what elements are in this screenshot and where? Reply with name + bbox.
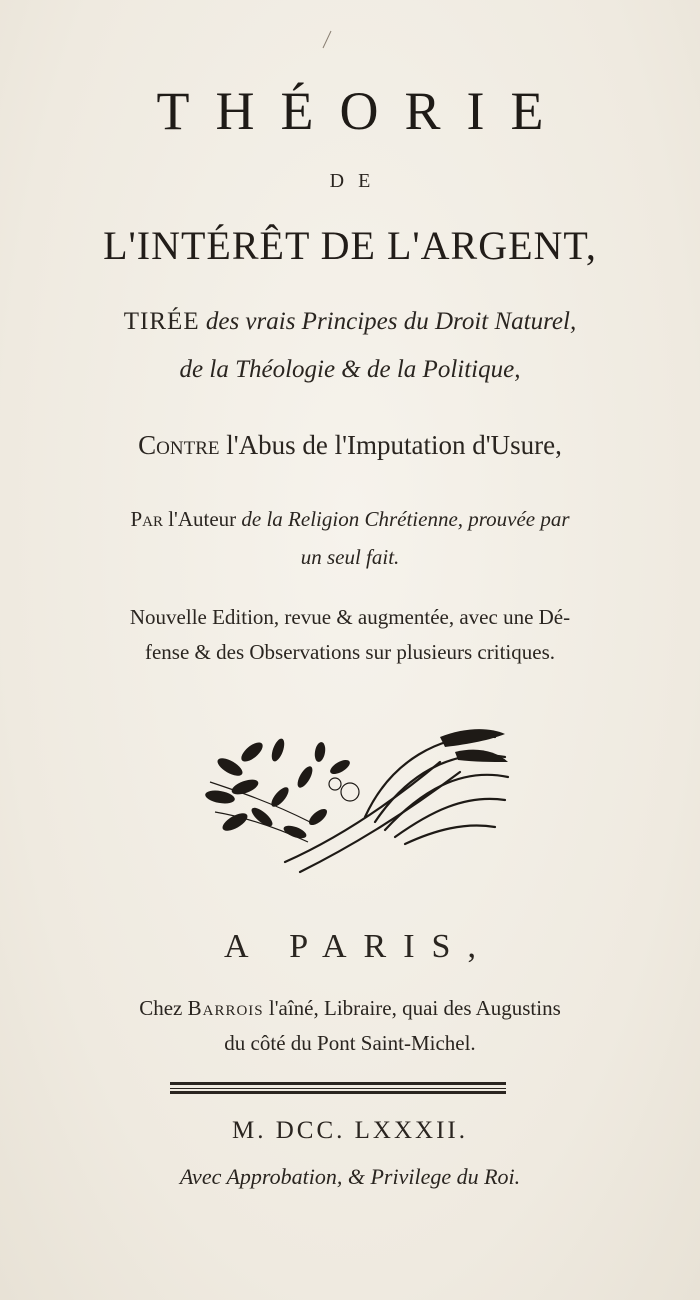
publisher-address: l'aîné, Libraire, quai des Augustins: [263, 996, 561, 1020]
edition-line-1: Nouvelle Edition, revue & augmentée, avec une Dé-: [129, 605, 571, 629]
publisher-name: Barrois: [187, 996, 264, 1020]
author-work-title: de la Religion Chrétienne, prouvée par: [241, 507, 570, 531]
pen-mark-icon: [320, 30, 334, 50]
book-subject: L'INTÉRÊT DE L'ARGENT,: [103, 223, 597, 268]
imprint-line-1: [0, 996, 700, 1021]
publication-date: M. DCC. LXXXII.: [232, 1117, 468, 1144]
subtitle-contre: [0, 430, 700, 461]
subtitle-tiree: TIRÉE: [123, 308, 200, 335]
divider-rule-middle: [170, 1088, 506, 1089]
par-word: Par: [130, 507, 163, 531]
contre-rest: l'Abus de l'Imputation d'Usure,: [219, 430, 562, 460]
divider-rule-top: [170, 1082, 506, 1085]
contre-word: Contre: [138, 430, 220, 460]
author-line-1: [0, 507, 700, 532]
edition-line-2: fense & des Observations sur plusieurs critiques.: [144, 640, 555, 664]
title-connector: DE: [329, 170, 385, 192]
imprint-line-2: du côté du Pont Saint-Michel.: [224, 1031, 476, 1055]
subtitle-line-1: [0, 308, 700, 336]
privilege-notice: Avec Approbation, & Privilege du Roi.: [179, 1164, 521, 1189]
author-line-2: un seul fait.: [300, 545, 400, 569]
book-title: THÉORIE: [156, 81, 570, 141]
chez-word: Chez: [139, 996, 188, 1020]
subtitle-principles: des vrais Principes du Droit Naturel,: [199, 308, 577, 335]
divider-rule-bottom: [170, 1091, 506, 1094]
laurel-branch-ornament-icon: [190, 722, 510, 882]
imprint-city: A PARIS,: [224, 928, 493, 965]
subtitle-line-2: de la Théologie & de la Politique,: [179, 356, 521, 383]
auteur-word: l'Auteur: [162, 507, 242, 531]
